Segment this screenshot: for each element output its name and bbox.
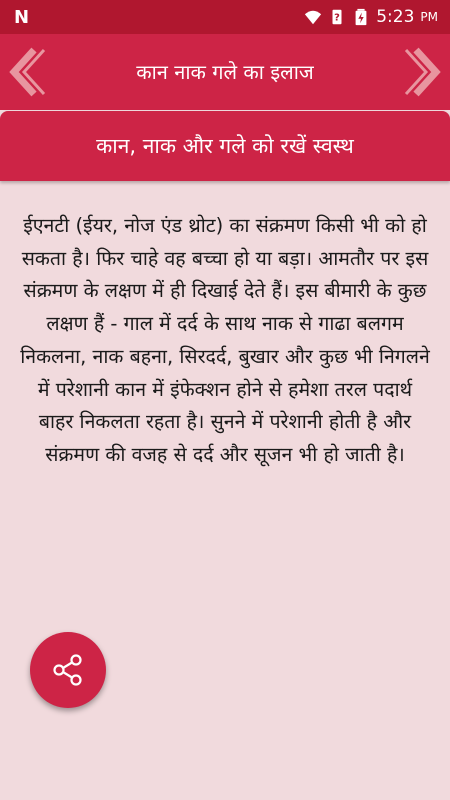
status-icons — [304, 7, 438, 27]
app-toolbar — [0, 34, 450, 110]
notification-icon: N — [14, 7, 30, 28]
clock-ampm: PM — [420, 10, 438, 24]
share-button[interactable] — [30, 632, 106, 708]
article-title: कान, नाक और गले को रखें स्वस्थ — [96, 134, 354, 158]
chevron-right-icon[interactable] — [400, 46, 446, 98]
page-title: कान नाक गले का इलाज — [136, 60, 314, 84]
status-bar — [0, 0, 450, 34]
svg-text:?: ? — [334, 12, 341, 24]
chevron-left-icon[interactable] — [4, 46, 50, 98]
signal-icon — [328, 8, 346, 26]
battery-icon — [352, 8, 370, 26]
article-header — [0, 111, 450, 181]
article-body: ईएनटी (ईयर, नोज एंड थ्रोट) का संक्रमण किसी भी को हो सकता है। फिर चाहे वह बच्चा हो या बड़ा। आमतौर पर इस संक्रमण के लक्षण में ही दिखाई देते हैं। इस बीमारी के कुछ लक्षण हैं - गाल में दर्द के साथ नाक से गाढा बलगम निकलना, नाक बहना, सिरदर्द, बुखार और कुछ भी निगलने में परेशानी कान में इंफेक्शन होने से हमेशा तरल पदार्थ बाहर निकलता रहता है। सुनने में परेशानी होती है और संक्रमण की वजह से दर्द और सूजन भी हो जाती है। — [20, 214, 430, 466]
wifi-icon — [304, 8, 322, 26]
clock-time: 5:23 — [376, 7, 415, 27]
share-icon — [51, 653, 85, 687]
